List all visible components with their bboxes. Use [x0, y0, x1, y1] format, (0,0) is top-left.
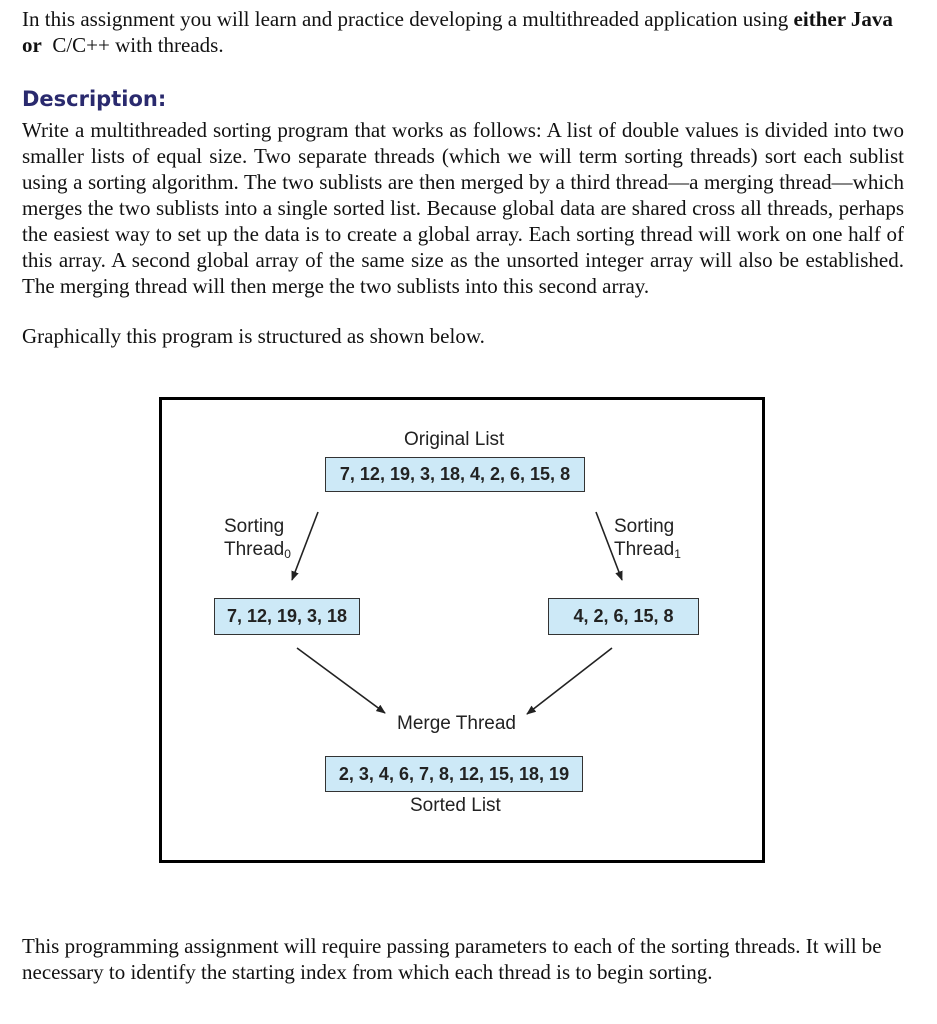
right-thread-subscript: 1 [674, 547, 681, 561]
original-list-label: Original List [404, 429, 505, 450]
right-thread-word: Sorting [614, 516, 675, 537]
sorted-list-box: 2, 3, 4, 6, 7, 8, 12, 15, 18, 19 [325, 756, 583, 792]
left-sublist-box: 7, 12, 19, 3, 18 [214, 598, 360, 635]
left-sorting-thread-label [224, 515, 291, 566]
intro-text-before: In this assignment you will learn and practice developing a multithreaded application using [22, 7, 794, 31]
left-thread-word: Sorting [224, 516, 285, 537]
arrow-right-to-merge [527, 648, 612, 714]
description-heading: Description: [22, 87, 167, 111]
intro-text-bold: either Java or [22, 7, 893, 57]
intro-text-after: C/C++ with threads. [41, 33, 224, 57]
sorted-list-label: Sorted List [410, 795, 501, 816]
right-thread-name: Thread$_1$ [614, 539, 681, 561]
right-sublist-box: 4, 2, 6, 15, 8 [548, 598, 699, 635]
graphic-note: Graphically this program is structured as shown below. [22, 324, 485, 348]
original-list-box: 7, 12, 19, 3, 18, 4, 2, 6, 15, 8 [325, 457, 585, 492]
left-thread-name: Thread$_0$ [224, 539, 291, 561]
left-thread-subscript: 0 [284, 547, 291, 561]
right-sorting-thread-label [614, 515, 681, 566]
arrow-original-to-left [292, 512, 318, 580]
description-paragraph: Write a multithreaded sorting program that works as follows: A list of double values is divided into two smaller lists of equal size. Two separate threads (which we will term sorting threads) sort each sublist using a sorting algorithm. The two sublists are then merged by a third thread—a merging thread—which merges the two sublists into a single sorted list. Because global data are shared cross all threads, perhaps the easiest way to set up the data is to create a global array. Each sorting thread will work on one half of this array. A second global array of the same size as the unsorted integer array will also be established. The merging thread will then merge the two sublists into this second array. [22, 118, 904, 298]
arrow-left-to-merge [297, 648, 385, 713]
thread-diagram [159, 397, 765, 863]
merge-thread-label: Merge Thread [397, 713, 516, 734]
outro-paragraph: This programming assignment will require passing parameters to each of the sorting threads. It will be necessary to identify the starting index from which each thread is to begin sorting. [22, 934, 882, 984]
intro-paragraph [22, 6, 904, 58]
